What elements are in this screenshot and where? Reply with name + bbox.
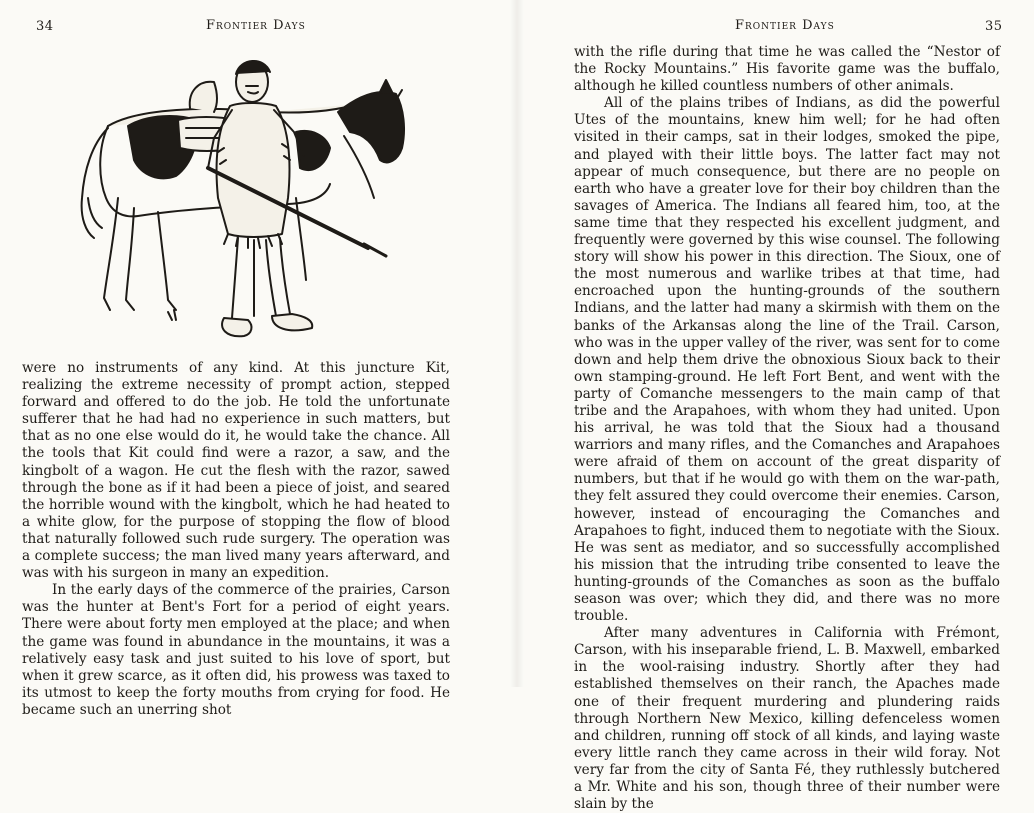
right-page bbox=[517, 0, 1034, 813]
moccasin bbox=[272, 314, 312, 330]
paragraph: All of the plains tribes of Indians, as did the powerful Utes of the mountains, knew him well; for he had often visited in their camps, sat in their lodges, smoked the pipe, and played with their little boys. The latter fact may not appear of much consequence, but there are no people on earth who have a greater love for their boy children than the savages of America. The Indians all feared him, too, at the same time that they respected his excellent judgment, and frequently were governed by this wise counsel. The following story will show his power in this direction. The Sioux, one of the most numerous and warlike tribes at that time, had encroached upon the hunting-grounds of the southern Indians, and the latter had many a skirmish with them on the banks of the Arkansas along the line of the Trail. Carson, who was in the upper valley of the river, was sent for to come down and help them drive the obnoxious Sioux back to their own stamping-ground. He left Fort Bent, and went with the party of Comanche messengers to the main camp of that tribe and the Arapahoes, with whom they had united. Upon his arrival, he was told that the Sioux had a thousand warriors and many rifles, and the Comanches and Arapahoes were afraid of them on account of the great disparity of numbers, but that if he would go with them on the war-path, they felt assured they could overcome their enemies. Carson, however, instead of encouraging the Comanches and Arapahoes to fight, induced them to negotiate with the Sioux. He was sent as mediator, and so successfully accomplished his mission that the intruding tribe consented to leave the hunting-grounds of the Comanches as soon as the buffalo season was over; which they did, and there was no more trouble. bbox=[574, 95, 1000, 625]
kit-carson-horse-illustration bbox=[68, 48, 408, 348]
left-page bbox=[0, 0, 517, 718]
man-shirt bbox=[217, 103, 290, 237]
paragraph: with the rifle during that time he was called the “Nestor of the Rocky Mountains.” His favorite game was the buffalo, although he killed countless numbers of other animals. bbox=[574, 44, 1000, 95]
page-number-left: 34 bbox=[36, 19, 54, 34]
paragraph: were no instruments of any kind. At this juncture Kit, realizing the extreme necessity of prompt action, stepped forward and offered to do the job. He told the unfortunate sufferer that he had had no experience in such matters, but that as no one else would do it, he would take the chance. All the tools that Kit could find were a razor, a saw, and the kingbolt of a wagon. He cut the flesh with the razor, sawed through the bone as if it had been a piece of joist, and seared the horrible wound with the kingbolt, which he had heated to a white glow, for the purpose of stopping the flow of blood that naturally followed such rude surgery. The operation was a complete success; the man lived many years afterward, and was with his surgeon in many an expedition. bbox=[22, 360, 450, 582]
man-leg bbox=[232, 238, 238, 318]
horse-leg bbox=[296, 198, 306, 280]
moccasin bbox=[222, 318, 251, 336]
left-page-text bbox=[22, 360, 450, 719]
running-head-left: Frontier Days bbox=[206, 18, 306, 33]
horse-leg bbox=[104, 198, 118, 310]
running-head-right: Frontier Days bbox=[735, 18, 835, 33]
paragraph: In the early days of the commerce of the prairies, Carson was the hunter at Bent's Fort for a period of eight years. There were about forty men employed at the place; and when the game was found in abundance in the mountains, it was a relatively easy task and just suited to his love of sport, but when it grew scarce, as it often did, his prowess was taxed to its utmost to keep the forty mouths from crying for food. He became such an unerring shot bbox=[22, 582, 450, 718]
paragraph: After many adventures in California with Frémont, Carson, with his inseparable friend, L. B. Maxwell, embarked in the wool-raising industry. Shortly after they had established themselves on their ranch, the Apaches made one of their frequent murdering and plundering raids through Northern New Mexico, killing defenceless women and children, running off stock of all kinds, and laying waste every little ranch they came across in their wild foray. Not very far from the city of Santa Fé, they ruthlessly butchered a Mr. White and his son, though three of their number were slain by the bbox=[574, 625, 1000, 813]
horse-head bbox=[338, 92, 404, 162]
horse-leg bbox=[126, 208, 134, 310]
horse-leg bbox=[158, 212, 176, 310]
page-number-right: 35 bbox=[985, 19, 1003, 34]
saddle bbox=[190, 82, 217, 112]
right-page-text bbox=[574, 44, 1000, 813]
